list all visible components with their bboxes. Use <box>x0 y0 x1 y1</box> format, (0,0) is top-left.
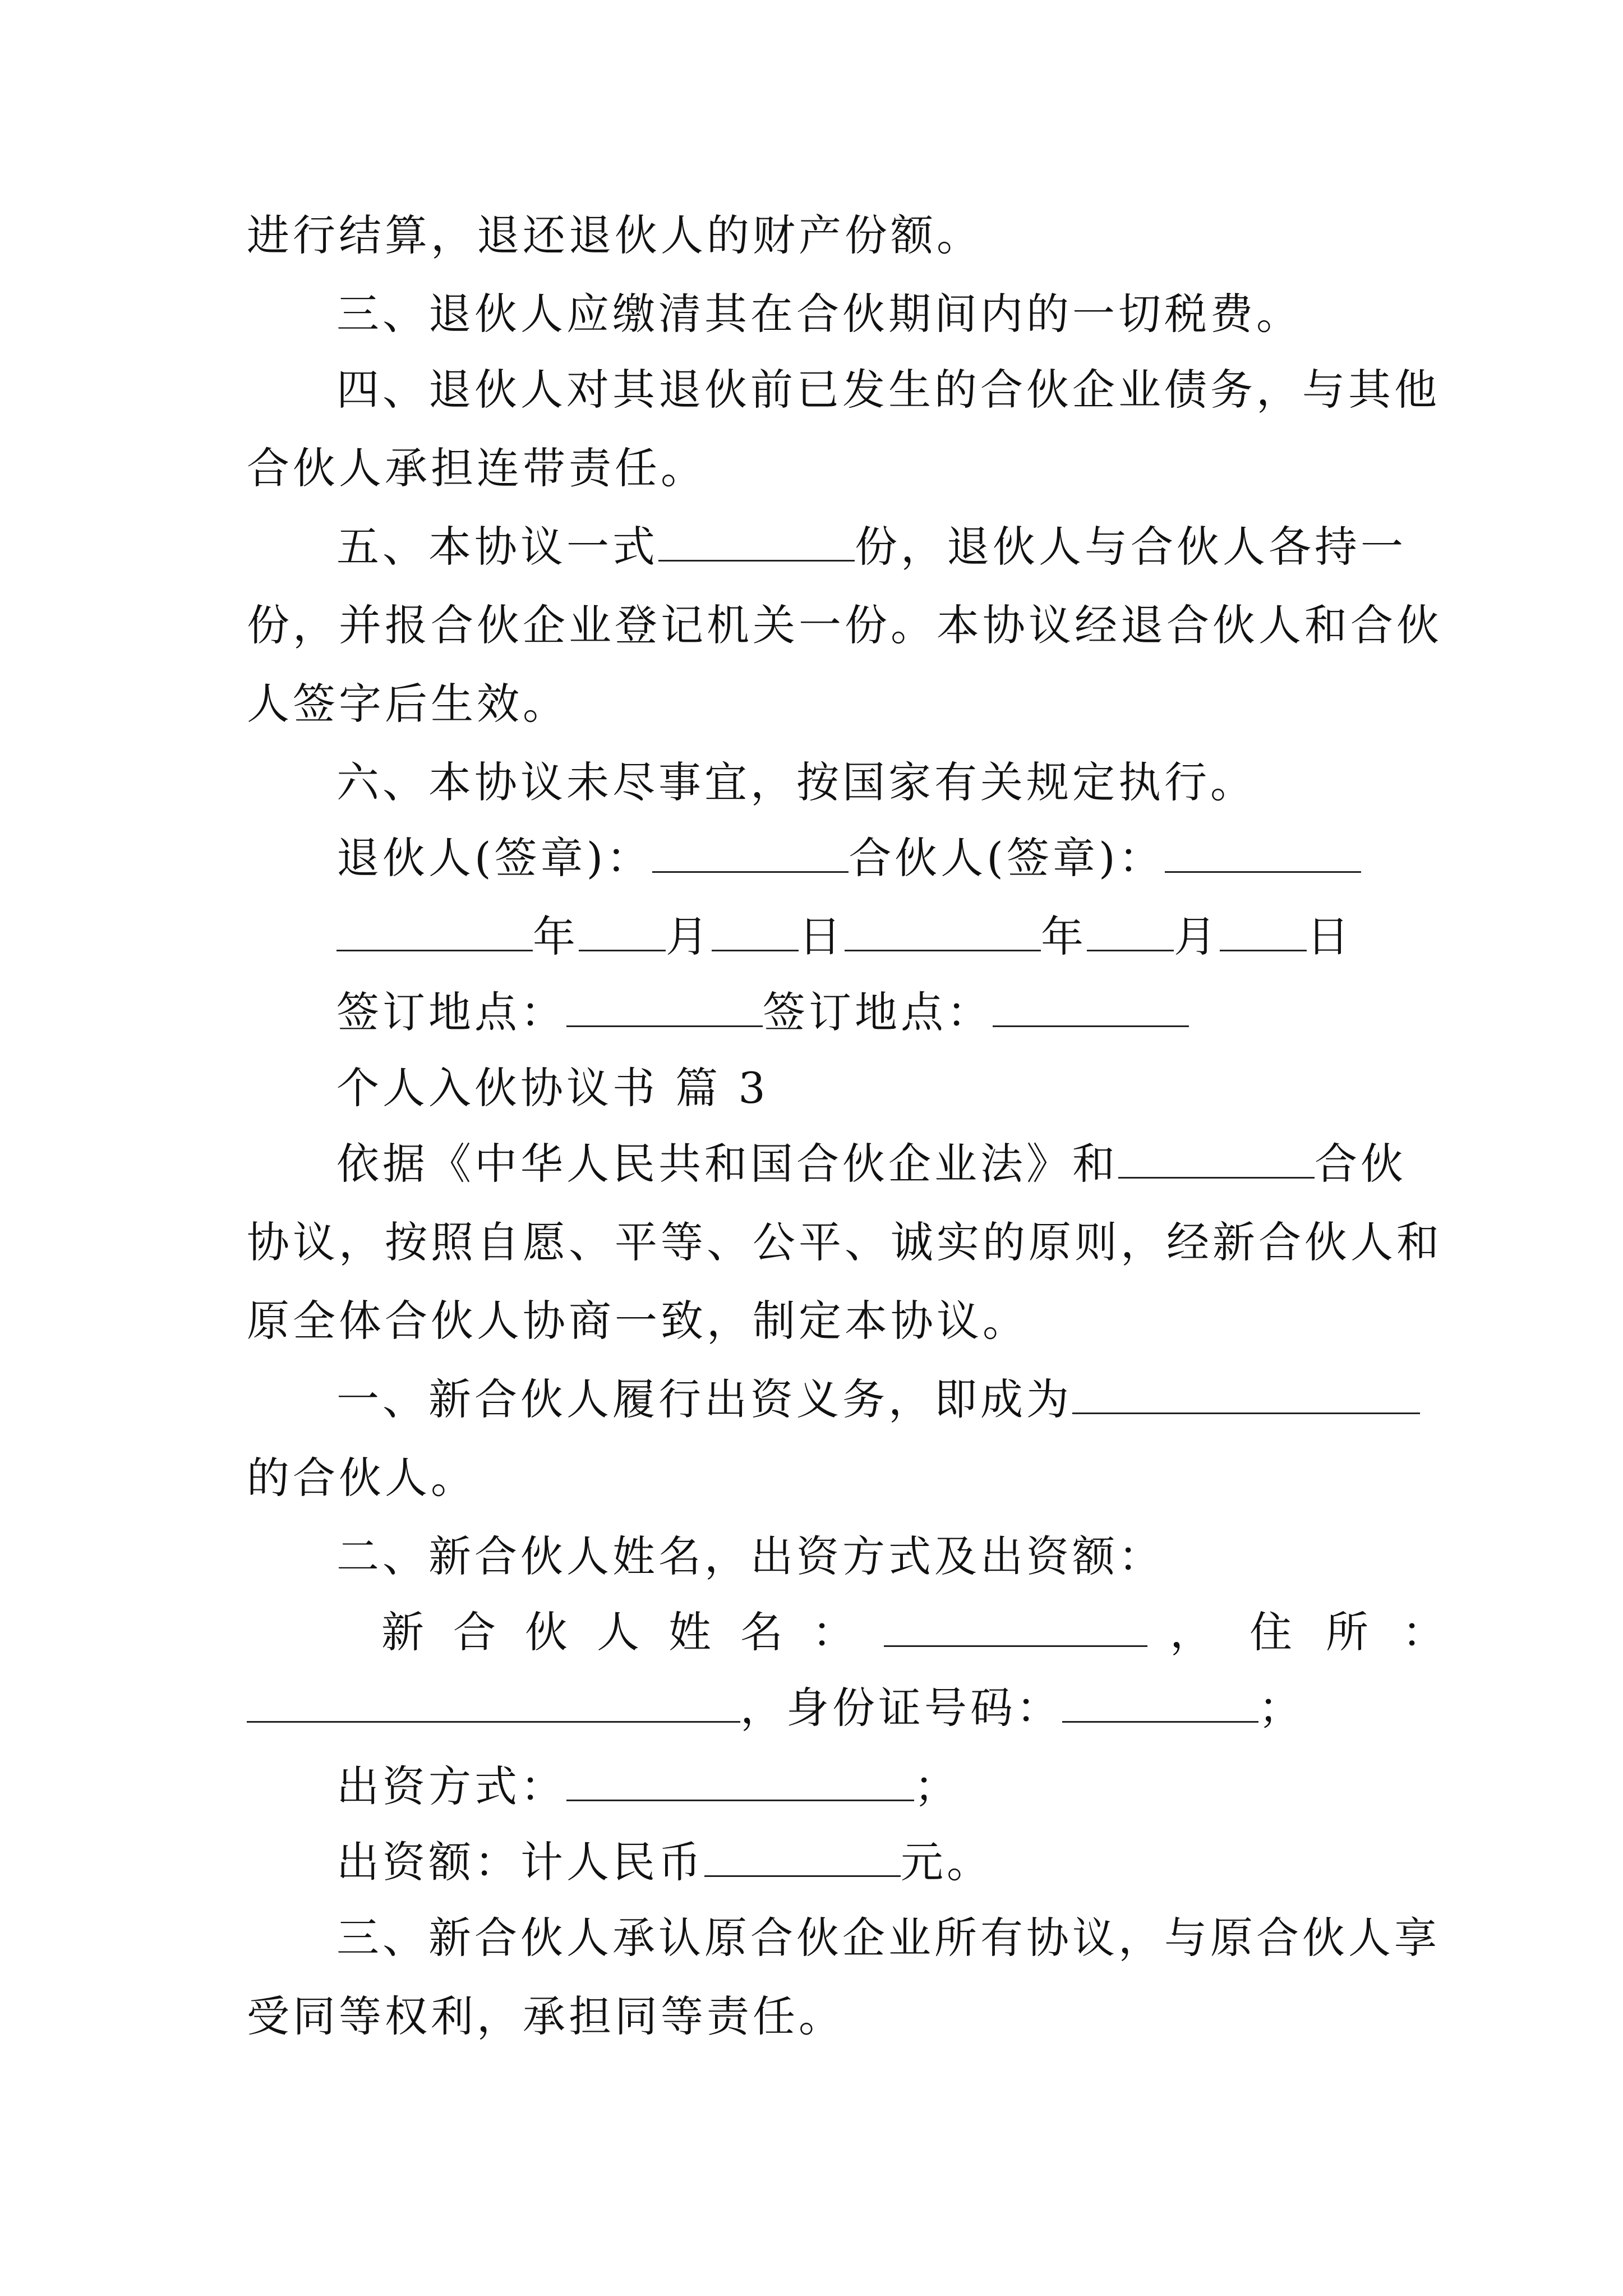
withdrawing-partner-sign-label: 退伙人(签章)： <box>336 833 653 883</box>
month-label: 月 <box>1174 912 1220 961</box>
clause-three-line-1: 三、新合伙人承认原合伙企业所有协议，与原合伙人享 <box>336 1913 1440 1963</box>
clause-one-line-2: 的合伙人。 <box>247 1453 477 1503</box>
id-number-blank <box>1062 1684 1258 1723</box>
clause-five-line-2: 份，并报合伙企业登记机关一份。本协议经退合伙人和合伙 <box>247 600 1442 650</box>
semicolon: ； <box>1258 1683 1304 1733</box>
preamble-line-1 <box>336 1136 1407 1192</box>
semicolon: ； <box>914 1761 960 1811</box>
signing-place-blank-left <box>566 988 763 1027</box>
agreement-name-blank <box>1118 1140 1315 1179</box>
residence-blank <box>247 1684 740 1723</box>
year-label: 年 <box>1041 912 1087 961</box>
clause-four-line-1: 四、退伙人对其退伙前已发生的合伙企业债务，与其他 <box>336 365 1440 415</box>
month-blank-right <box>1087 913 1174 951</box>
residence-id-line <box>247 1680 1304 1736</box>
signing-place-label: 签订地点： <box>763 987 993 1037</box>
contribution-method-line <box>336 1759 960 1815</box>
paragraph-line: 进行结算，退还退伙人的财产份额。 <box>247 210 983 260</box>
contribution-method-label: 出资方式： <box>336 1761 566 1811</box>
day-blank-right <box>1220 913 1307 951</box>
comma: ， <box>1170 1607 1216 1657</box>
contribution-amount-label: 出资额：计人民币 <box>336 1837 704 1887</box>
date-line <box>336 909 1353 965</box>
clause-five-suffix: 份，退伙人与合伙人各持一 <box>855 522 1407 572</box>
clause-one-line-1 <box>336 1372 1420 1428</box>
copies-blank <box>658 523 855 562</box>
residence-label: 住所： <box>1249 1607 1478 1657</box>
contribution-amount-blank <box>704 1838 901 1877</box>
signing-place-line <box>336 984 1189 1041</box>
contribution-amount-line <box>336 1834 993 1890</box>
clause-four-line-2: 合伙人承担连带责任。 <box>247 443 707 493</box>
new-partner-name-line <box>381 1604 1478 1660</box>
preamble-line-2: 协议，按照自愿、平等、公平、诚实的原则，经新合伙人和 <box>247 1217 1442 1267</box>
new-partner-name-blank <box>884 1608 1147 1647</box>
withdrawing-partner-sign-blank <box>652 834 849 873</box>
partner-sign-label: 合伙人(签章)： <box>849 833 1165 883</box>
enterprise-name-blank <box>1072 1375 1420 1414</box>
preamble-line-3: 原全体合伙人协商一致，制定本协议。 <box>247 1296 1029 1346</box>
new-partner-name-label: 新合伙人姓名： <box>381 1607 884 1657</box>
partner-sign-blank <box>1165 834 1361 873</box>
clause-six: 六、本协议未尽事宜，按国家有关规定执行。 <box>336 757 1256 807</box>
contribution-method-blank <box>566 1763 914 1801</box>
day-label: 日 <box>799 912 845 961</box>
month-blank-left <box>579 913 666 951</box>
clause-five-line-1 <box>336 519 1407 575</box>
year-blank-right <box>845 913 1041 951</box>
clause-five-line-3: 人签字后生效。 <box>247 679 569 729</box>
year-blank-left <box>336 913 533 951</box>
clause-one-prefix: 一、新合伙人履行出资义务，即成为 <box>336 1374 1072 1424</box>
contribution-amount-unit: 元。 <box>901 1837 993 1887</box>
signature-line <box>336 830 1361 886</box>
month-label: 月 <box>666 912 712 961</box>
section-title: 个人入伙协议书 篇 3 <box>336 1063 769 1113</box>
year-label: 年 <box>533 912 579 961</box>
clause-three-tax: 三、退伙人应缴清其在合伙期间内的一切税费。 <box>336 289 1302 339</box>
clause-two-heading: 二、新合伙人姓名，出资方式及出资额： <box>336 1531 1164 1581</box>
day-label: 日 <box>1307 912 1353 961</box>
id-number-label: ，身份证号码： <box>740 1683 1062 1733</box>
clause-three-line-2: 受同等权利，承担同等责任。 <box>247 1991 845 2041</box>
day-blank-left <box>712 913 799 951</box>
preamble-suffix: 合伙 <box>1315 1139 1407 1189</box>
signing-place-blank-right <box>993 988 1189 1027</box>
preamble-prefix: 依据《中华人民共和国合伙企业法》和 <box>336 1139 1118 1189</box>
clause-five-prefix: 五、本协议一式 <box>336 522 658 572</box>
signing-place-label: 签订地点： <box>336 987 566 1037</box>
